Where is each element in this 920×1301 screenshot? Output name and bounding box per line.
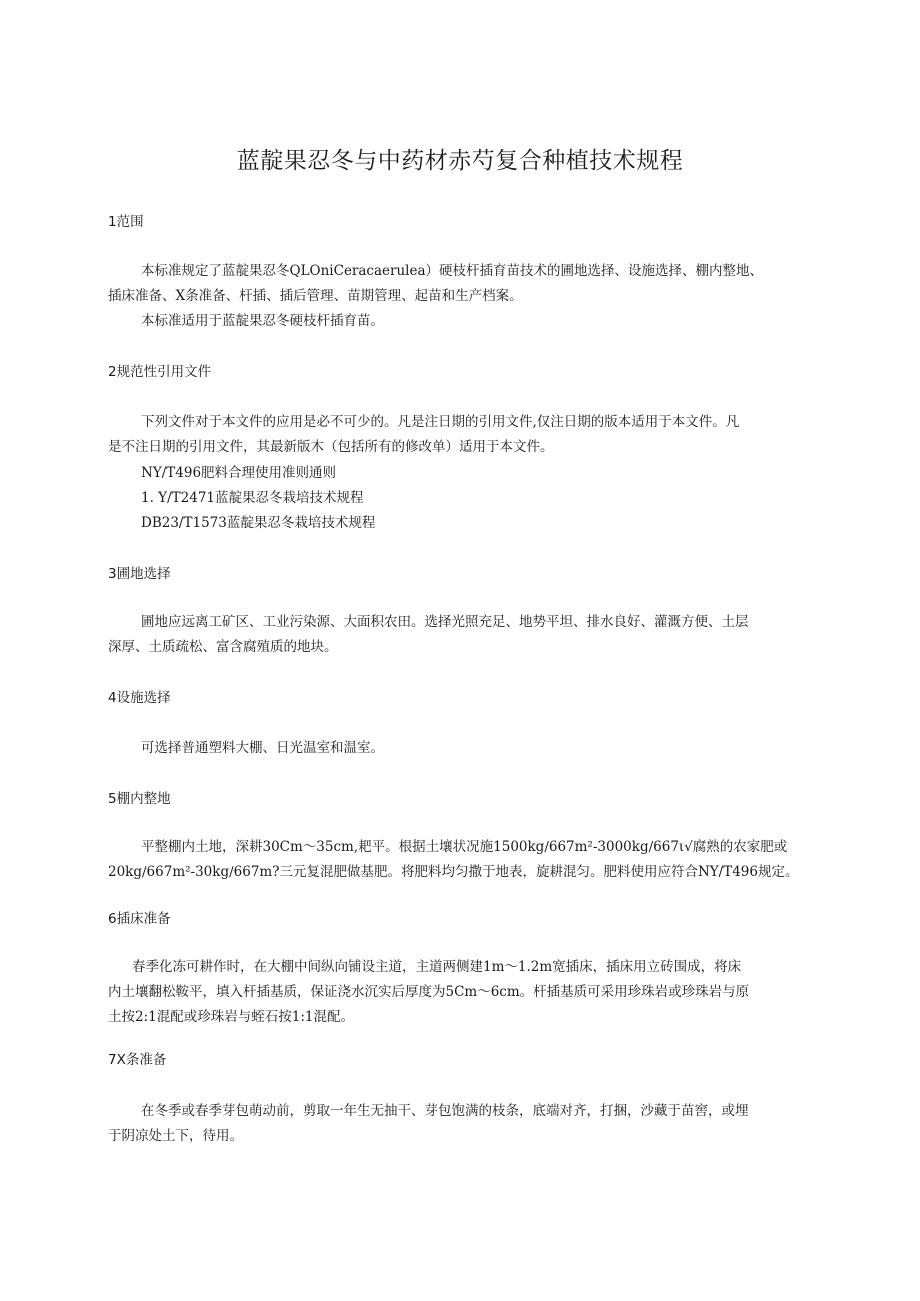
paragraph-line: 本标准规定了蓝靛果忍冬QLOniCeracaerulea）硬枝杆插育苗技术的圃地选择、设施选择、棚内整地、 bbox=[141, 263, 764, 279]
section-heading-facility: 4设施选择 bbox=[108, 690, 171, 706]
section-heading-cutting-material: 7X条准备 bbox=[108, 1052, 167, 1068]
paragraph-line: 平整棚内土地，深耕30Cm～35cm,耙平。根据土壤状况施1500kg∕667m²-3000kg∕667ι√腐熟的农家肥或 bbox=[141, 839, 788, 855]
paragraph-line: 深厚、土质疏松、富含腐殖质的地块。 bbox=[108, 639, 338, 655]
paragraph-line: 本标准适用于蓝靛果忍冬硬枝杆插育苗。 bbox=[141, 313, 384, 329]
paragraph-line: 内土壤翻松鞍平，填入杆插基质，保证浇水沉实后厚度为5Cm～6cm。杆插基质可采用珍珠岩或珍珠岩与原 bbox=[108, 984, 750, 1000]
paragraph-line: 是不注日期的引用文件，其最新版木（包括所有的修改单）适用于本文件。 bbox=[108, 439, 554, 455]
paragraph-line: 插床准备、X条准备、杆插、插后管理、苗期管理、起苗和生产档案。 bbox=[108, 288, 523, 304]
paragraph-line: 20kg∕667m²-30kg∕667m?三元复混肥做基肥。将肥料均匀撒于地表，旋耕混匀。肥料使用应符合NY/T496规定。 bbox=[108, 864, 799, 880]
paragraph-line: 在冬季或春季芽包萌动前，剪取一年生无抽干、芽包饱满的枝条，底端对齐，打捆，沙藏于苗窖，或埋 bbox=[141, 1103, 749, 1119]
section-heading-land-preparation: 5棚内整地 bbox=[108, 791, 171, 807]
paragraph-line: 于阴凉处土下，待用。 bbox=[108, 1128, 243, 1144]
paragraph-line: 春季化冻可耕作时，在大棚中间纵向铺设主道，主道两侧建1m～1.2m宽插床，插床用立砖围成，将床 bbox=[132, 959, 742, 975]
paragraph-line: 可选择普通塑料大棚、日光温室和温室。 bbox=[141, 740, 384, 756]
document-title: 蓝靛果忍冬与中药材赤芍复合种植技术规程 bbox=[236, 148, 684, 174]
reference-item: DB23/T1573蓝靛果忍冬栽培技术规程 bbox=[141, 515, 376, 531]
reference-item: NY/T496肥料合理使用准则通则 bbox=[141, 465, 337, 481]
section-heading-nursery-site: 3圃地选择 bbox=[108, 566, 171, 582]
section-heading-normative-references: 2规范性引用文件 bbox=[108, 364, 212, 380]
paragraph-line: 土按2:1混配或珍珠岩与蛭石按1:1混配。 bbox=[108, 1009, 354, 1025]
section-heading-scope: 1范围 bbox=[108, 214, 144, 230]
paragraph-line: 圃地应远离工矿区、工业污染源、大面积农田。选择光照充足、地势平坦、排水良好、灌溉方便、土层 bbox=[141, 614, 749, 630]
section-heading-cutting-bed: 6插床准备 bbox=[108, 911, 171, 927]
paragraph-line: 下列文件对于本文件的应用是必不可少的。凡是注日期的引用文件,仅注日期的版本适用于本文件。凡 bbox=[141, 414, 740, 430]
reference-item: 1. Y/T2471蓝靛果忍冬栽培技术规程 bbox=[141, 490, 364, 506]
